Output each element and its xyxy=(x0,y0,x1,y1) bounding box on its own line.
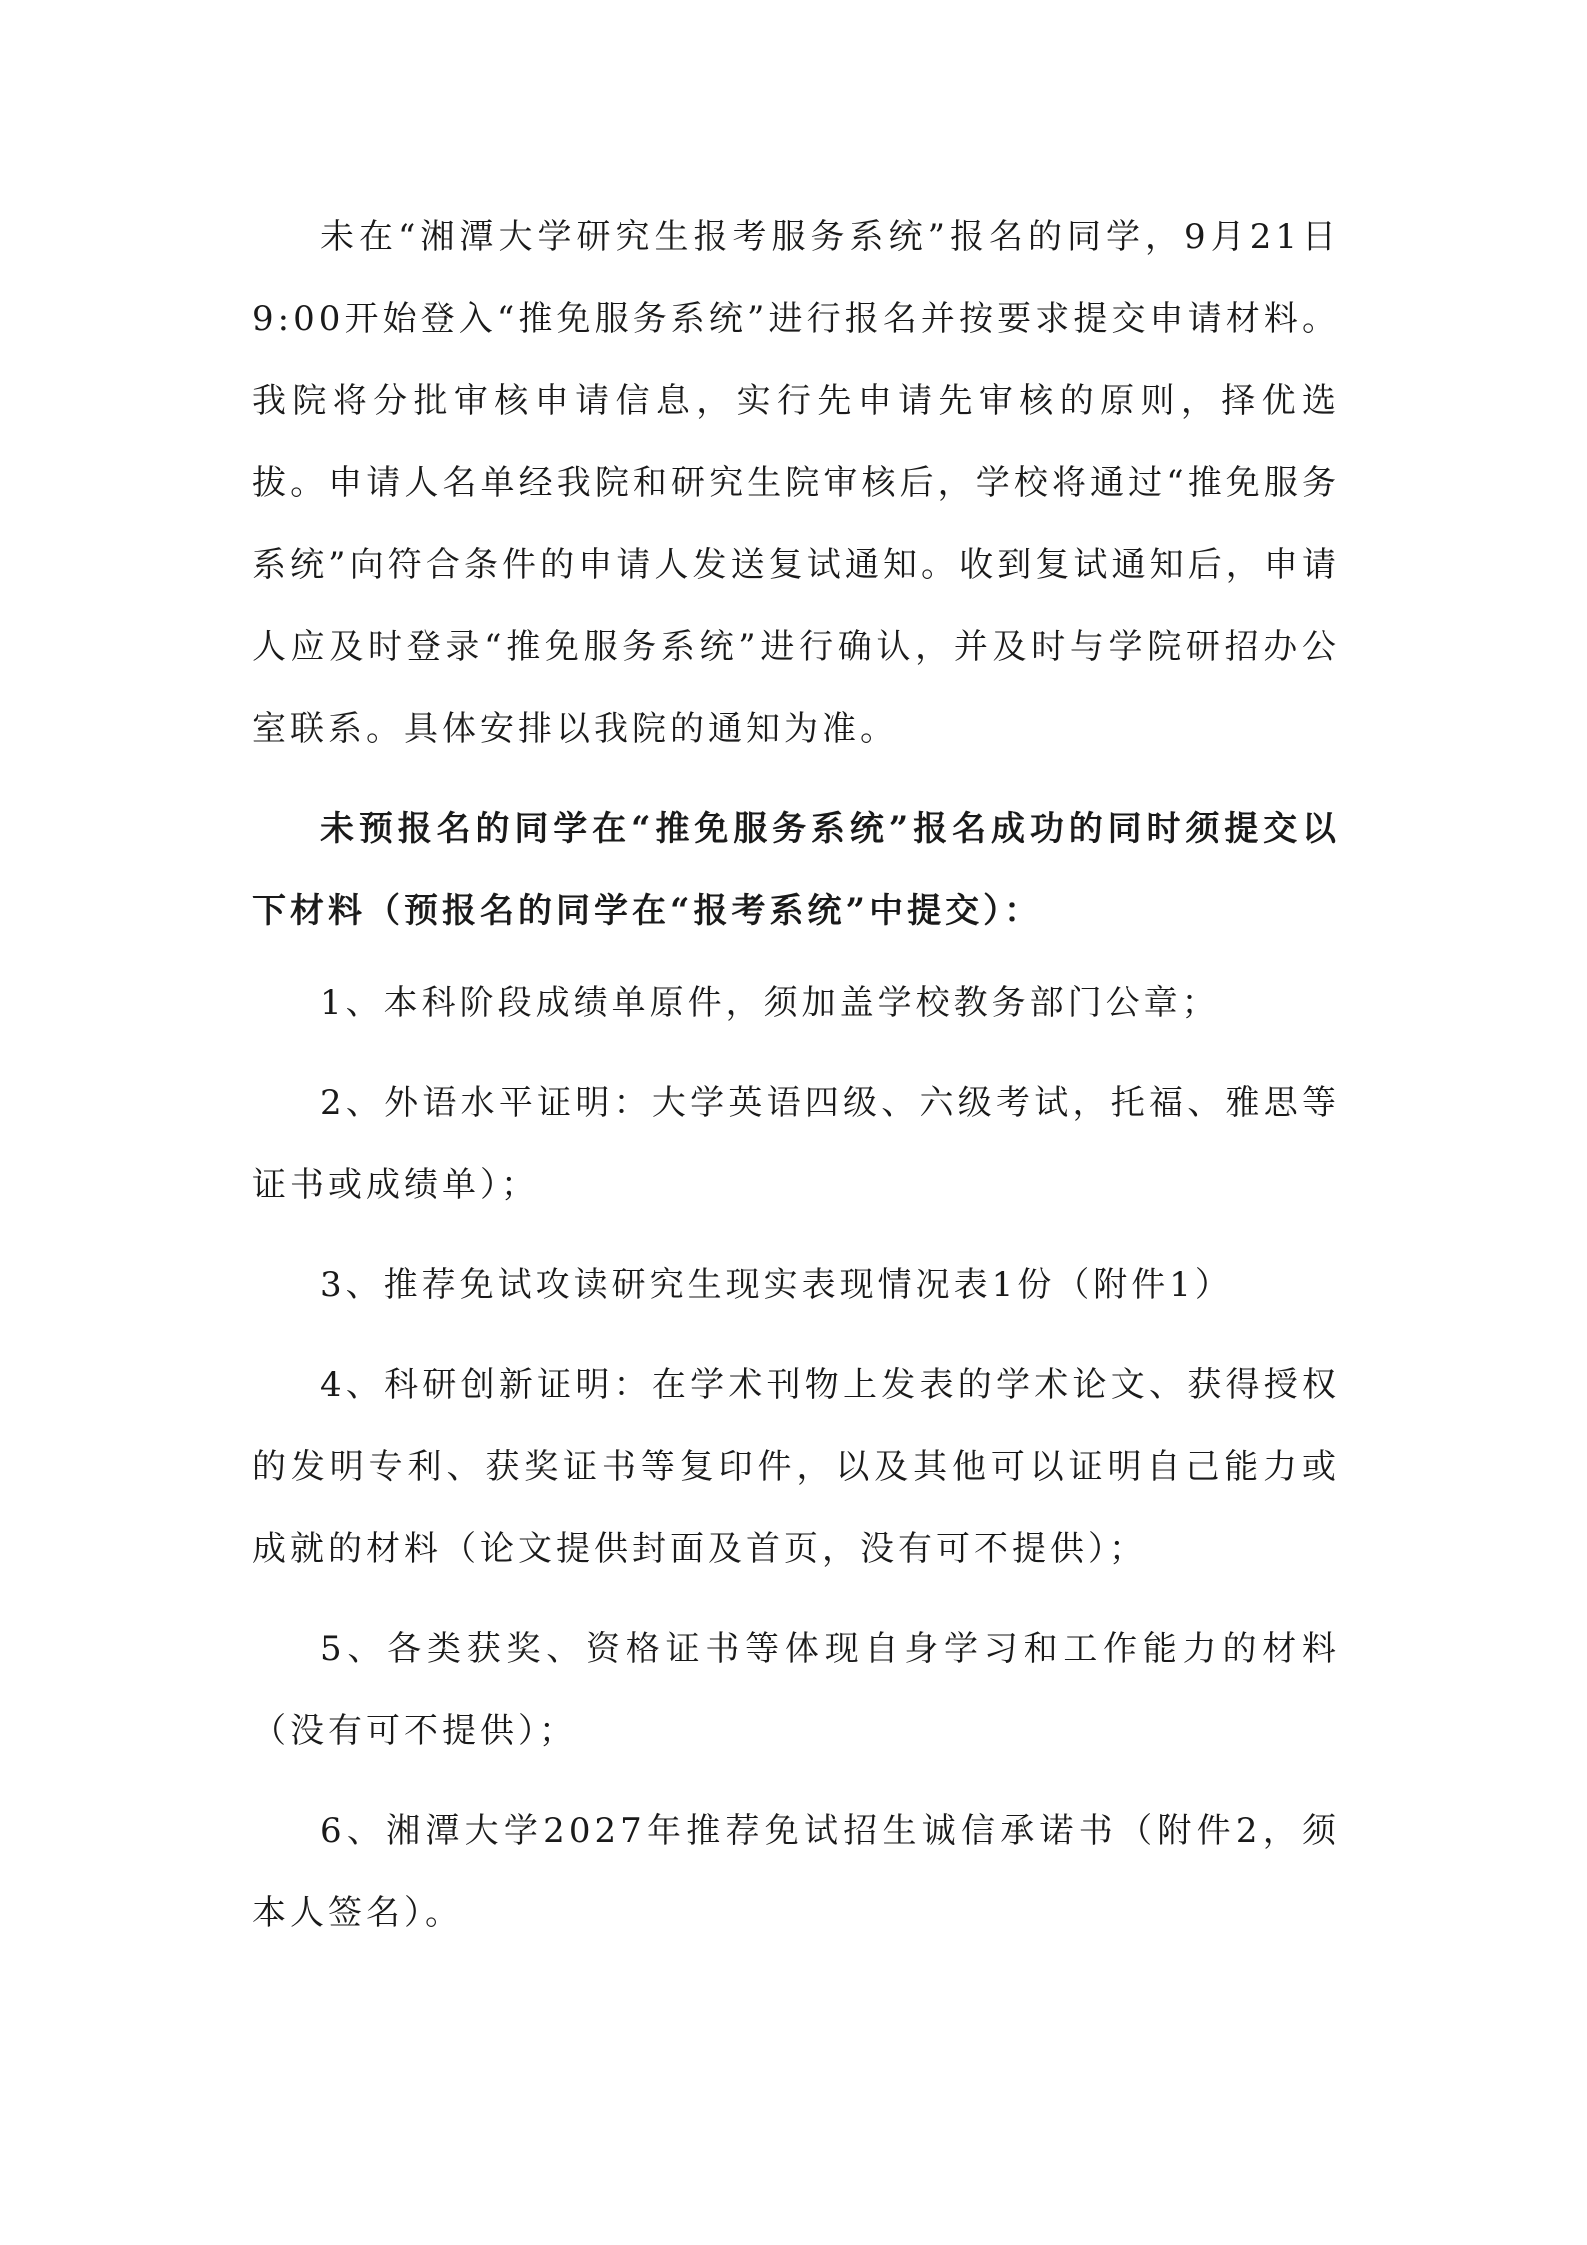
list-item: 4、科研创新证明：在学术刊物上发表的学术论文、获得授权的发明专利、获奖证书等复印件，以及其他可以证明自己能力或成就的材料（论文提供封面及首页，没有可不提供）； xyxy=(252,1365,1340,1569)
list-item: 6、湘潭大学2027年推荐免试招生诚信承诺书（附件2，须本人签名）。 xyxy=(252,1811,1340,1933)
list-item: 2、外语水平证明：大学英语四级、六级考试，托福、雅思等证书或成绩单）； xyxy=(252,1083,1340,1205)
materials-heading: 未预报名的同学在“推免服务系统”报名成功的同时须提交以下材料（预报名的同学在“报考系统”中提交）： xyxy=(252,809,1340,931)
intro-paragraph: 未在“湘潭大学研究生报考服务系统”报名的同学，9月21日9:00开始登入“推免服务系统”进行报名并按要求提交申请材料。我院将分批审核申请信息，实行先申请先审核的原则，择优选拔。申请人名单经我院和研究生院审核后，学校将通过“推免服务系统”向符合条件的申请人发送复试通知。收到复试通知后，申请人应及时登录“推免服务系统”进行确认，并及时与学院研招办公室联系。具体安排以我院的通知为准。 xyxy=(252,217,1340,749)
list-item: 3、推荐免试攻读研究生现实表现情况表1份（附件1） xyxy=(320,1265,1233,1305)
list-item: 5、各类获奖、资格证书等体现自身学习和工作能力的材料（没有可不提供）； xyxy=(252,1629,1340,1751)
materials-list xyxy=(252,962,1340,1954)
document-body xyxy=(252,196,1340,1954)
list-item: 1、本科阶段成绩单原件，须加盖学校教务部门公章； xyxy=(320,983,1220,1023)
